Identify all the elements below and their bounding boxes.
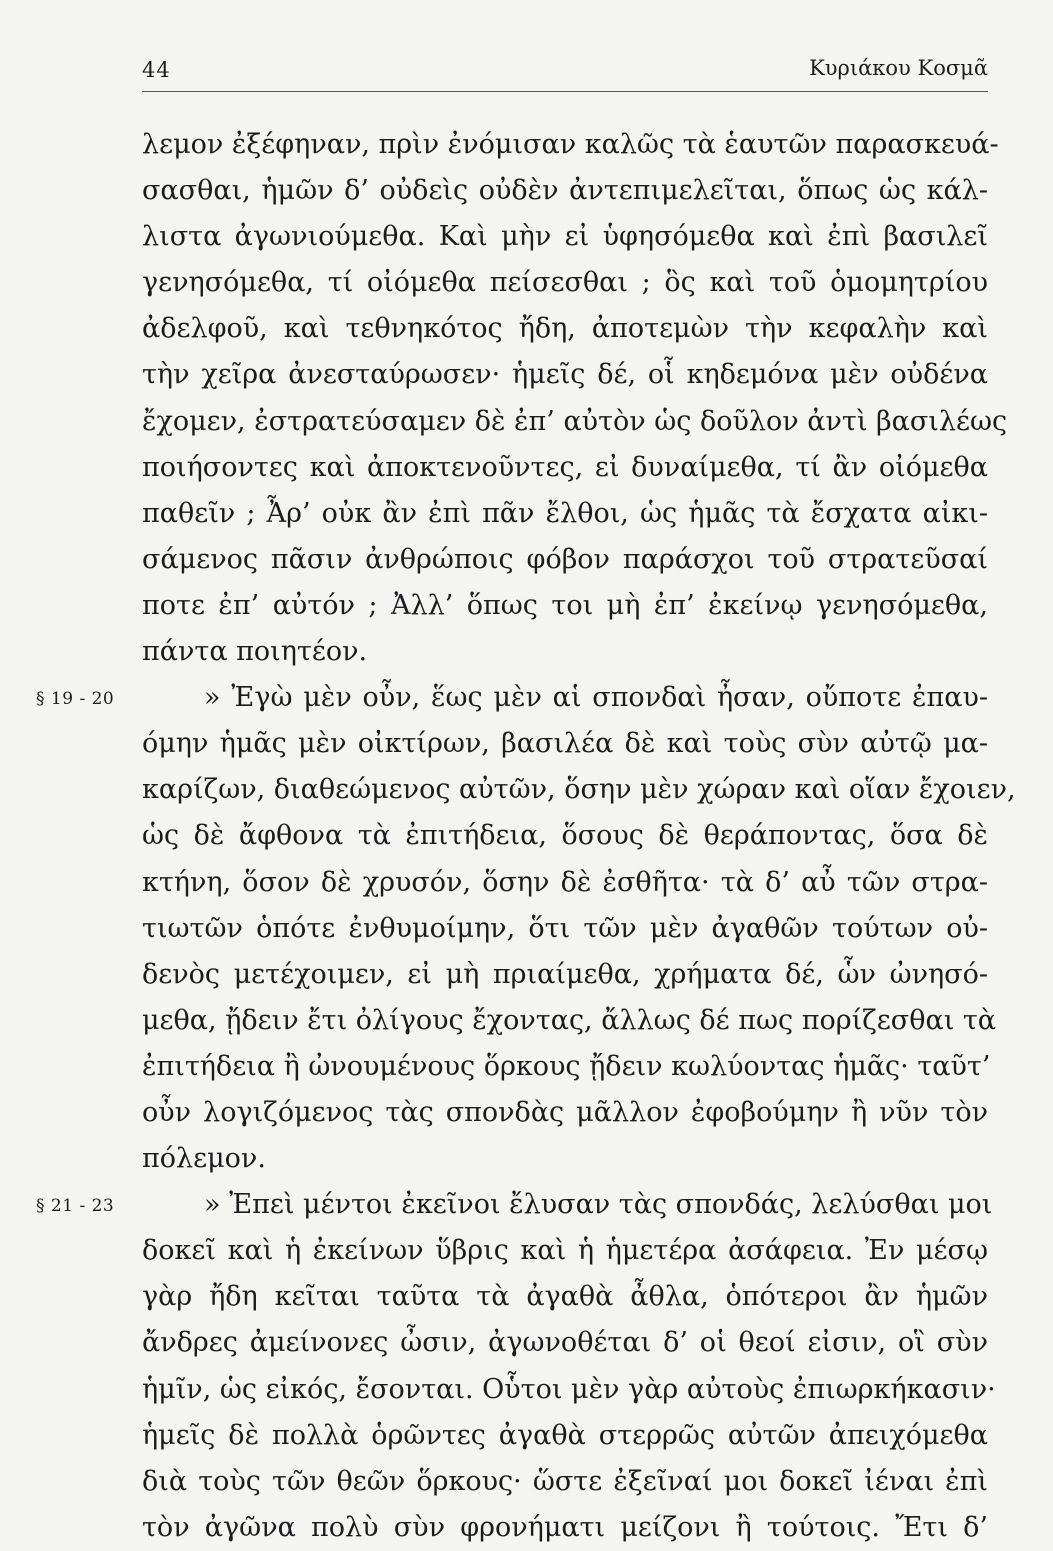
line-text: σάμενος πᾶσιν ἀνθρώποις φόβον παράσχοι τοῦ στρατεῦσαί <box>142 543 988 575</box>
line-text: ἀδελφοῦ, καὶ τεθνηκότος ἤδη, ἀποτεμὼν τὴν κεφαλὴν καὶ <box>142 313 988 345</box>
text-line <box>142 860 988 906</box>
line-text: γὰρ ἤδη κεῖται ταῦτα τὰ ἀγαθὰ ἆθλα, ὁπότεροι ἂν ἡμῶν <box>142 1281 988 1313</box>
line-text: μεθα, ᾔδειν ἔτι ὀλίγους ἔχοντας, ἄλλως δέ πως πορίζεσθαι τὰ <box>142 1004 997 1036</box>
line-text: ἔχομεν, ἐστρατεύσαμεν δὲ ἐπ’ αὐτὸν ὡς δοῦλον ἀντὶ βασιλέως <box>142 405 1008 437</box>
line-text: τὸν ἀγῶνα πολὺ σὺν φρονήματι μείζονι ἢ τούτοις. Ἔτι δ’ <box>142 1511 988 1543</box>
text-line <box>142 1459 988 1505</box>
text-line <box>142 1367 996 1413</box>
text-line <box>142 168 988 214</box>
page-header <box>142 52 988 92</box>
text-line <box>142 629 988 675</box>
running-head: Κυριάκου Κοσμᾶ <box>809 56 988 80</box>
text-line <box>142 813 988 859</box>
text-line <box>142 1044 991 1090</box>
line-text: πάντα ποιητέον. <box>142 636 368 668</box>
text-line <box>142 721 988 767</box>
line-text: λιστα ἀγωνιούμεθα. Καὶ μὴν εἰ ὑφησόμεθα καὶ ἐπὶ βασιλεῖ <box>142 221 988 253</box>
line-text: όμην ἡμᾶς μὲν οἰκτίρων, βασιλέα δὲ καὶ τοὺς σὺν αὐτῷ μα- <box>142 728 988 760</box>
text-line <box>142 583 988 629</box>
line-text: σασθαι, ἡμῶν δ’ οὐδεὶς οὐδὲν ἀντεπιμελεῖται, ὅπως ὡς κάλ- <box>142 175 988 207</box>
text-line <box>142 1505 988 1551</box>
line-text: ἡμεῖς δὲ πολλὰ ὁρῶντες ἀγαθὰ στερρῶς αὐτῶν ἀπειχόμεθα <box>142 1419 988 1451</box>
text-line <box>142 1320 988 1366</box>
line-text: » Ἐπεὶ μέντοι ἐκεῖνοι ἔλυσαν τὰς σπονδάς, λελύσθαι μοι <box>204 1189 993 1221</box>
text-line <box>142 352 988 398</box>
line-text: ἐπιτήδεια ἢ ὠνουμένους ὅρκους ᾔδειν κωλύοντας ἡμᾶς· ταῦτ’ <box>142 1050 991 1082</box>
line-text: τὴν χεῖρα ἀνεσταύρωσεν· ἡμεῖς δέ, οἷ κηδεμόνα μὲν οὐδένα <box>142 359 988 391</box>
text-line <box>142 952 988 998</box>
line-text: ποιήσοντες καὶ ἀποκτενοῦντες, εἰ δυναίμεθα, τί ἂν οἰόμεθα <box>142 451 988 483</box>
line-text: δοκεῖ καὶ ἡ ἐκείνων ὕβρις καὶ ἡ ἡμετέρα ἀσάφεια. Ἐν μέσῳ <box>142 1235 988 1267</box>
line-text: διὰ τοὺς τῶν θεῶν ὅρκους· ὥστε ἐξεῖναί μοι δοκεῖ ἰέναι ἐπὶ <box>142 1465 988 1497</box>
page-number: 44 <box>142 58 171 82</box>
text-line <box>142 767 1016 813</box>
line-text: » Ἐγὼ μὲν οὖν, ἕως μὲν αἱ σπονδαὶ ἦσαν, οὔποτε ἐπαυ- <box>204 682 988 714</box>
line-text: ποτε ἐπ’ αὐτόν ; Ἀλλ’ ὅπως τοι μὴ ἐπ’ ἐκείνῳ γενησόμεθα, <box>142 589 988 621</box>
text-line <box>142 214 988 260</box>
text-line <box>142 537 988 583</box>
line-text: κτήνη, ὅσον δὲ χρυσόν, ὅσην δὲ ἐσθῆτα· τὰ δ’ αὖ τῶν στρα- <box>142 866 988 898</box>
text-line <box>142 306 988 352</box>
text-line <box>142 1274 988 1320</box>
text-line <box>142 998 997 1044</box>
line-text: τιωτῶν ὁπότε ἐνθυμοίμην, ὅτι τῶν μὲν ἀγαθῶν τούτων οὐ- <box>142 912 988 944</box>
text-line <box>36 675 988 721</box>
line-text: δενὸς μετέχοιμεν, εἰ μὴ πριαίμεθα, χρήματα δέ, ὧν ὠνησό- <box>142 958 988 990</box>
line-text: γενησόμεθα, τί οἰόμεθα πείσεσθαι ; ὃς καὶ τοῦ ὁμομητρίου <box>142 267 988 299</box>
line-text: ὡς δὲ ἄφθονα τὰ ἐπιτήδεια, ὅσους δὲ θεράποντας, ὅσα δὲ <box>142 820 988 852</box>
line-text: ἄνδρες ἀμείνονες ὦσιν, ἀγωνοθέται δ’ οἱ θεοί εἰσιν, οἳ σὺν <box>142 1327 988 1359</box>
line-text: λεμον ἐξέφηναν, πρὶν ἐνόμισαν καλῶς τὰ ἑαυτῶν παρασκευά- <box>142 129 999 160</box>
text-line <box>142 122 999 168</box>
section-marker: § 19 - 20 <box>36 689 115 710</box>
body-text <box>36 122 1016 1551</box>
line-text: παθεῖν ; Ἆρ’ οὐκ ἂν ἐπὶ πᾶν ἔλθοι, ὡς ἡμᾶς τὰ ἔσχατα αἰκι- <box>142 497 988 529</box>
text-line <box>142 491 988 537</box>
section-marker: § 21 - 23 <box>36 1196 115 1217</box>
line-text: ἡμῖν, ὡς εἰκός, ἔσονται. Οὗτοι μὲν γὰρ αὐτοὺς ἐπιωρκήκασιν· <box>142 1373 996 1405</box>
line-text: πόλεμον. <box>142 1143 266 1175</box>
text-line <box>142 906 988 952</box>
text-line <box>142 1090 988 1136</box>
text-line <box>142 445 988 491</box>
text-line <box>142 1136 988 1182</box>
text-line <box>36 1182 993 1228</box>
line-text: καρίζων, διαθεώμενος αὐτῶν, ὅσην μὲν χώραν καὶ οἵαν ἔχοιεν, <box>142 774 1016 806</box>
text-line <box>142 399 1008 445</box>
text-line <box>142 260 988 306</box>
header-rule <box>142 91 988 92</box>
text-line <box>142 1228 988 1274</box>
line-text: οὖν λογιζόμενος τὰς σπονδὰς μᾶλλον ἐφοβούμην ἢ νῦν τὸν <box>142 1096 988 1128</box>
text-line <box>142 1413 988 1459</box>
